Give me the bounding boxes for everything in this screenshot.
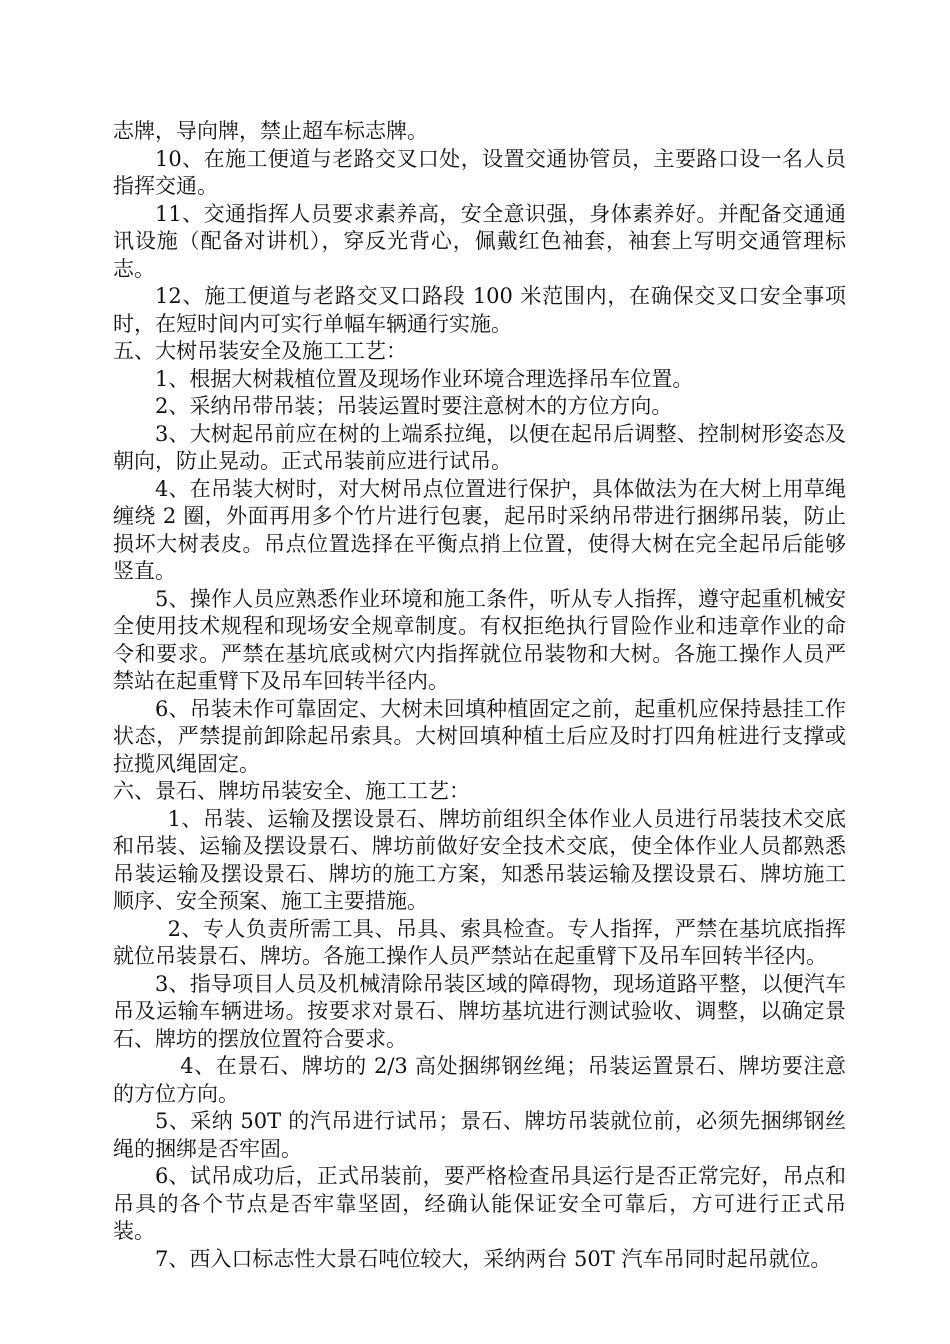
paragraph-6-item-7: 7、西入口标志性大景石吨位较大，采纳两台 50T 汽车吊同时起吊就位。 bbox=[155, 1246, 832, 1271]
paragraph-6-item-1: 1、吊装、运输及摆设景石、牌坊前组织全体作业人员进行吊装技术交底和吊装、运输及摆设景石、牌坊前做好安全技术交底，使全体作业人员都熟悉吊装运输及摆设景石、牌坊的施工方案，知悉吊装运输及摆设景石、牌坊施工顺序、安全预案、施工主要措施。 bbox=[113, 806, 846, 913]
paragraph-6-item-5: 5、采纳 50T 的汽吊进行试吊；景石、牌坊吊装就位前，必须先捆绑钢丝绳的捆绑是否牢固。 bbox=[113, 1109, 846, 1161]
paragraph-continuation: 志牌，导向牌，禁止超车标志牌。 bbox=[113, 119, 428, 143]
paragraph-5-item-4: 4、在吊装大树时，对大树吊点位置进行保护，具体做法为在大树上用草绳缠绕 2 圈，外面再用多个竹片进行包裹，起吊时采纳吊带进行捆绑吊装，防止损坏大树表皮。吊点位置选择在平衡点捎上位置，使得大树在完全起吊后能够竖直。 bbox=[113, 476, 846, 583]
paragraph-item-11: 11、交通指挥人员要求素养高，安全意识强，身体素养好。并配备交通通讯设施（配备对讲机），穿反光背心，佩戴红色袖套，袖套上写明交通管理标志。 bbox=[113, 201, 846, 281]
paragraph-5-item-1: 1、根据大树栽植位置及现场作业环境合理选择吊车位置。 bbox=[155, 366, 694, 391]
paragraph-item-10: 10、在施工便道与老路交叉口处，设置交通协管员，主要路口设一名人员指挥交通。 bbox=[113, 146, 846, 198]
paragraph-6-item-6: 6、试吊成功后，正式吊装前，要严格检查吊具运行是否正常完好，吊点和吊具的各个节点是否牢靠坚固，经确认能保证安全可靠后，方可进行正式吊装。 bbox=[113, 1164, 846, 1243]
paragraph-5-item-2: 2、采纳吊带吊装；吊装运置时要注意树木的方位方向。 bbox=[155, 394, 673, 418]
section-heading-5: 五、大树吊装安全及施工工艺： bbox=[113, 339, 407, 363]
paragraph-6-item-2: 2、专人负责所需工具、吊具、索具检查。专人指挥，严禁在基坑底指挥就位吊装景石、牌坊。各施工操作人员严禁站在起重臂下及吊车回转半径内。 bbox=[113, 916, 846, 968]
paragraph-5-item-3: 3、大树起吊前应在树的上端系拉绳，以便在起吊后调整、控制树形姿态及朝向，防止晃动。正式吊装前应进行试吊。 bbox=[113, 421, 846, 473]
paragraph-5-item-6: 6、吊装未作可靠固定、大树未回填种植固定之前，起重机应保持悬挂工作状态，严禁提前卸除起吊索具。大树回填种植土后应及时打四角桩进行支撑或拉揽风绳固定。 bbox=[113, 696, 846, 776]
paragraph-6-item-3: 3、指导项目人员及机械清除吊装区域的障碍物，现场道路平整，以便汽车吊及运输车辆进场。按要求对景石、牌坊基坑进行测试验收、调整，以确定景石、牌坊的摆放位置符合要求。 bbox=[113, 971, 846, 1051]
paragraph-6-item-4: 4、在景石、牌坊的 2/3 高处捆绑钢丝绳；吊装运置景石、牌坊要注意的方位方向。 bbox=[113, 1054, 846, 1106]
paragraph-5-item-5: 5、操作人员应熟悉作业环境和施工条件，听从专人指挥，遵守起重机械安全使用技术规程和现场安全规章制度。有权拒绝执行冒险作业和违章作业的命令和要求。严禁在基坑底或树穴内指挥就位吊装物和大树。各施工操作人员严禁站在起重臂下及吊车回转半径内。 bbox=[113, 586, 846, 693]
paragraph-item-12: 12、施工便道与老路交叉口路段 100 米范围内，在确保交叉口安全事项时，在短时间内可实行单幅车辆通行实施。 bbox=[113, 284, 846, 336]
section-heading-6: 六、景石、牌坊吊装安全、施工工艺： bbox=[113, 779, 470, 803]
